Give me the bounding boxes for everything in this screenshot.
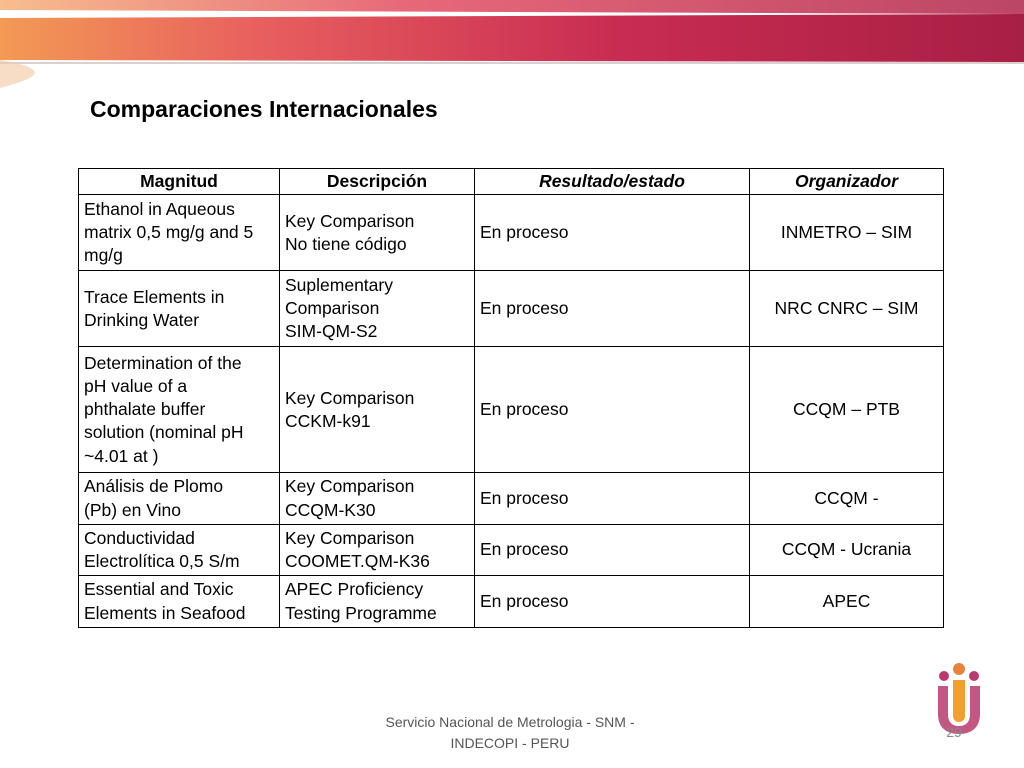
cell-organizador: APEC bbox=[750, 576, 944, 628]
header-descripcion: Descripción bbox=[280, 169, 475, 195]
cell-magnitud: Ethanol in Aqueous matrix 0,5 mg/g and 5 mg/g bbox=[79, 195, 280, 271]
cell-organizador: CCQM – PTB bbox=[750, 347, 944, 473]
cell-descripcion: Key Comparison CCQM-K30 bbox=[280, 473, 475, 525]
cell-resultado: En proceso bbox=[475, 576, 750, 628]
cell-magnitud: Essential and Toxic Elements in Seafood bbox=[79, 576, 280, 628]
cell-magnitud: Conductividad Electrolítica 0,5 S/m bbox=[79, 524, 280, 576]
header-magnitud: Magnitud bbox=[79, 169, 280, 195]
footer-text bbox=[360, 712, 660, 754]
header-organizador: Organizador bbox=[750, 169, 944, 195]
header-resultado: Resultado/estado bbox=[475, 169, 750, 195]
comparisons-table bbox=[78, 168, 944, 628]
footer-line-1: Servicio Nacional de Metrologia - SNM - bbox=[385, 714, 635, 730]
table-row bbox=[79, 347, 944, 473]
cell-magnitud: Análisis de Plomo (Pb) en Vino bbox=[79, 473, 280, 525]
cell-magnitud: Determination of the pH value of a phthalate buffer solution (nominal pH ~4.01 at ) bbox=[79, 347, 280, 473]
table-row bbox=[79, 524, 944, 576]
cell-resultado: En proceso bbox=[475, 271, 750, 347]
table-row bbox=[79, 473, 944, 525]
table-header-row bbox=[79, 169, 944, 195]
page-number: 29 bbox=[946, 724, 962, 740]
cell-organizador: CCQM - Ucrania bbox=[750, 524, 944, 576]
table-row bbox=[79, 195, 944, 271]
cell-descripcion: Key Comparison CCKM-k91 bbox=[280, 347, 475, 473]
cell-resultado: En proceso bbox=[475, 195, 750, 271]
cell-resultado: En proceso bbox=[475, 524, 750, 576]
cell-descripcion: APEC Proficiency Testing Programme bbox=[280, 576, 475, 628]
table-row bbox=[79, 576, 944, 628]
cell-magnitud: Trace Elements in Drinking Water bbox=[79, 271, 280, 347]
footer-line-2: INDECOPI - PERU bbox=[450, 735, 570, 751]
table-row bbox=[79, 271, 944, 347]
cell-descripcion: Suplementary Comparison SIM-QM-S2 bbox=[280, 271, 475, 347]
header-banner bbox=[0, 0, 1024, 90]
cell-organizador: INMETRO – SIM bbox=[750, 195, 944, 271]
slide-title: Comparaciones Internacionales bbox=[90, 96, 438, 122]
cell-organizador: CCQM - bbox=[750, 473, 944, 525]
cell-descripcion: Key Comparison No tiene código bbox=[280, 195, 475, 271]
cell-resultado: En proceso bbox=[475, 347, 750, 473]
cell-resultado: En proceso bbox=[475, 473, 750, 525]
cell-organizador: NRC CNRC – SIM bbox=[750, 271, 944, 347]
cell-descripcion: Key Comparison COOMET.QM-K36 bbox=[280, 524, 475, 576]
